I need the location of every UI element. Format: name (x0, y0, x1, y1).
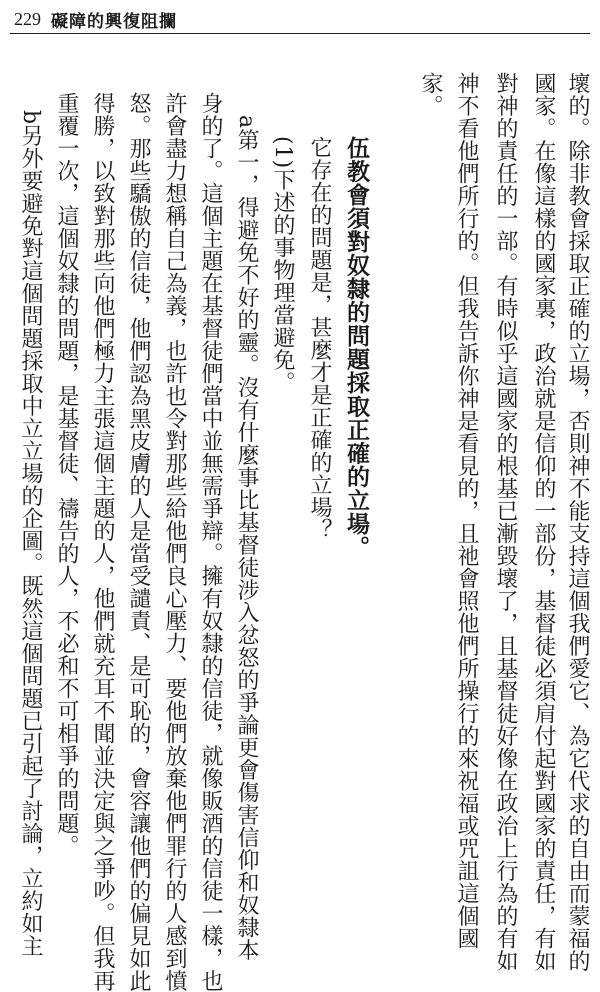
text-column-10: 身的了。這個主題在基督徒們當中並無需爭辯。擁有奴隸的信徒，就像販酒的信徒一樣，也 (198, 92, 223, 992)
text-column-7: 它存在的問題是，甚麼才是正確的立場？ (307, 136, 332, 541)
text-column-1: 壞的。除非教會採取正確的立場，否則神不能支持這個我們愛它、為它代求的自由而蒙福的 (565, 72, 590, 972)
section-heading: 伍教會須對奴隸的問題採取正確的立場。 (343, 136, 369, 559)
text-column-14: 重覆一次，這個奴隸的問題，是基督徒、禱告的人，不必和不可相爭的問題。 (54, 92, 79, 857)
running-title: 礙障的興復阻攔 (51, 11, 177, 32)
text-column-12: 怒。那些驕傲的信徒，他們認為黑皮膚的人是當受譴責、是可恥的，會容讓他們的偏見如此 (126, 92, 151, 992)
header-rule (10, 33, 590, 34)
text-column-15: b另外要避免對這個問題採取中立立場的企圖。既然這個問題已引起了討論，立約如主 (18, 110, 43, 958)
text-column-9: a第一，得避免不好的靈。沒有什麼事比基督徒涉入忿怒的爭論更會傷害信仰和奴隸本 (234, 115, 259, 962)
text-column-13: 得勝，以致對那些向他們極力主張這個主題的人，他們就充耳不聞並決定與之爭吵。但我再 (90, 92, 115, 992)
text-column-5: 家。 (418, 72, 443, 117)
text-column-8: (1)下述的事物理當避免。 (270, 136, 295, 394)
text-column-3: 對神的責任的一部。有時似乎這國家的根基已漸毀壞了，且基督徒好像在政治上行為的有如 (493, 72, 518, 972)
page-header (14, 6, 177, 32)
text-column-4: 神不看他們所行的。但我告訴你神是看見的，且祂會照他們所操行的來祝福或咒詛這個國 (454, 72, 479, 950)
text-column-2: 國家。在像這樣的國家裏，政治就是信仰的一部份，基督徒必須肩付起對國家的責任，有如 (531, 72, 556, 972)
text-column-11: 許會盡力想稱自己為義，也許也令對那些給他們良心壓力、要他們放棄他們罪行的人感到憤 (162, 92, 187, 992)
page-number: 229 (14, 8, 41, 29)
